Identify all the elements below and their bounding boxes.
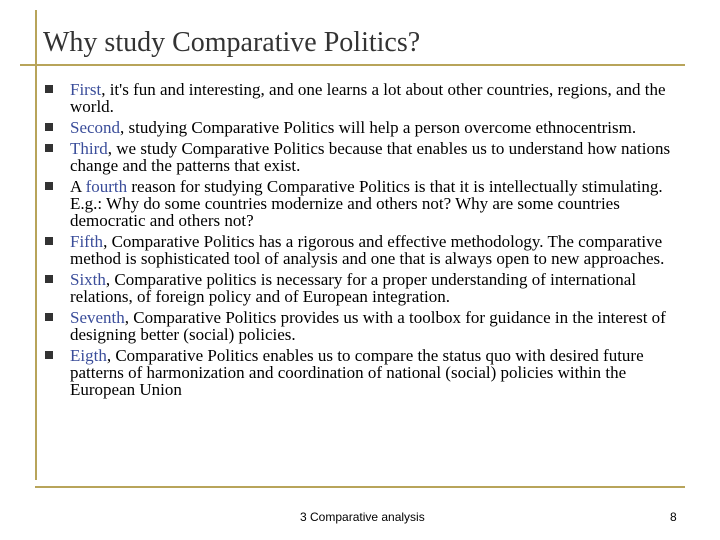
bullet-lead-word: Seventh (70, 308, 125, 327)
square-bullet-icon (45, 351, 53, 359)
square-bullet-icon (45, 275, 53, 283)
bullet-lead-word: First (70, 80, 102, 99)
bullet-item-2 (40, 119, 690, 136)
bullet-item-8 (40, 347, 690, 398)
page-number: 8 (670, 510, 677, 524)
slide-title: Why study Comparative Politics? (43, 27, 421, 58)
footer-label: 3 Comparative analysis (300, 510, 425, 524)
square-bullet-icon (45, 313, 53, 321)
bullet-item-3 (40, 140, 690, 174)
bullet-text: , studying Comparative Politics will help a person overcome ethnocentrism. (120, 118, 637, 137)
footer-rule (35, 486, 685, 488)
bullet-item-5 (40, 233, 690, 267)
bullet-lead-word: fourth (85, 177, 128, 196)
bullet-lead-word: Eigth (70, 346, 107, 365)
bullet-lead-word: Third (70, 139, 108, 158)
bullet-text: , Comparative Politics enables us to compare the status quo with desired future patterns of harmonization and coordination of national (social) policies within the European Union (70, 346, 644, 399)
bullet-text: reason for studying Comparative Politics is that it is intellectually stimulating. E.g.: Why do some countries modernize and others not? Why are some countries democratic and others not? (70, 177, 663, 230)
bullet-text: , Comparative Politics has a rigorous and effective methodology. The comparative method is sophisticated tool of analysis and one that is always open to new approaches. (70, 232, 665, 268)
bullet-list (40, 81, 690, 402)
bullet-item-6 (40, 271, 690, 305)
bullet-text: , Comparative Politics provides us with a toolbox for guidance in the interest of designing better (social) policies. (70, 308, 666, 344)
bullet-item-1 (40, 81, 690, 115)
square-bullet-icon (45, 182, 53, 190)
bullet-lead-word: Second (70, 118, 121, 137)
bullet-text: , we study Comparative Politics because that enables us to understand how nations change and the patterns that exist. (70, 139, 671, 175)
bullet-item-4 (40, 178, 690, 229)
square-bullet-icon (45, 85, 53, 93)
bullet-text: , it's fun and interesting, and one learns a lot about other countries, regions, and the world. (70, 80, 666, 116)
square-bullet-icon (45, 144, 53, 152)
title-underline-rule (20, 64, 685, 66)
bullet-text: , Comparative politics is necessary for a proper understanding of international relations, of foreign policy and of European integration. (70, 270, 637, 306)
bullet-prefix: A (70, 177, 86, 196)
bullet-lead-word: Sixth (70, 270, 106, 289)
decorative-vertical-rule (35, 10, 37, 480)
square-bullet-icon (45, 237, 53, 245)
bullet-lead-word: Fifth (70, 232, 104, 251)
square-bullet-icon (45, 123, 53, 131)
bullet-item-7 (40, 309, 690, 343)
